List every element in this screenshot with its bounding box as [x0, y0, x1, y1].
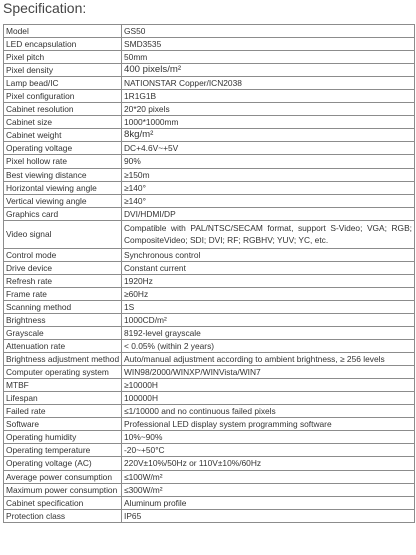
spec-label: Scanning method — [4, 300, 122, 313]
table-row — [4, 418, 415, 431]
table-row — [4, 509, 415, 522]
table-row — [4, 168, 415, 181]
spec-label: Lifespan — [4, 392, 122, 405]
spec-value: 1000CD/m² — [122, 313, 415, 326]
spec-value: DC+4.6V~+5V — [122, 142, 415, 155]
table-row — [4, 274, 415, 287]
spec-label: Operating temperature — [4, 444, 122, 457]
spec-label: Model — [4, 25, 122, 38]
table-row — [4, 116, 415, 129]
spec-value: ≥10000H — [122, 379, 415, 392]
spec-value: ≤100W/m² — [122, 470, 415, 483]
spec-value: 400 pixels/m² — [122, 64, 415, 77]
spec-value: 50mm — [122, 51, 415, 64]
table-row — [4, 431, 415, 444]
spec-value: Aluminum profile — [122, 496, 415, 509]
table-row — [4, 326, 415, 339]
table-row — [4, 77, 415, 90]
spec-label: Software — [4, 418, 122, 431]
spec-value: WIN98/2000/WINXP/WINVista/WIN7 — [122, 366, 415, 379]
table-row — [4, 261, 415, 274]
table-row — [4, 340, 415, 353]
spec-label: Drive device — [4, 261, 122, 274]
spec-value: 10%~90% — [122, 431, 415, 444]
spec-label: Operating voltage — [4, 142, 122, 155]
spec-label: Graphics card — [4, 207, 122, 220]
table-row — [4, 64, 415, 77]
table-row — [4, 38, 415, 51]
spec-label: Cabinet weight — [4, 129, 122, 142]
spec-label: Maximum power consumption — [4, 483, 122, 496]
spec-label: Refresh rate — [4, 274, 122, 287]
table-row — [4, 379, 415, 392]
table-row — [4, 300, 415, 313]
table-row — [4, 194, 415, 207]
spec-label: Pixel hollow rate — [4, 155, 122, 168]
table-row — [4, 129, 415, 142]
spec-value: IP65 — [122, 509, 415, 522]
spec-value: NATIONSTAR Copper/ICN2038 — [122, 77, 415, 90]
spec-value: 1R1G1B — [122, 90, 415, 103]
table-row — [4, 353, 415, 366]
spec-value: 1S — [122, 300, 415, 313]
table-row — [4, 51, 415, 64]
table-row — [4, 220, 415, 248]
spec-label: Vertical viewing angle — [4, 194, 122, 207]
spec-value: 1920Hz — [122, 274, 415, 287]
spec-label: Computer operating system — [4, 366, 122, 379]
spec-value: ≥140° — [122, 181, 415, 194]
table-row — [4, 483, 415, 496]
table-row — [4, 207, 415, 220]
spec-label: Brightness — [4, 313, 122, 326]
spec-label: Horizontal viewing angle — [4, 181, 122, 194]
table-row — [4, 142, 415, 155]
spec-value: 8192-level grayscale — [122, 326, 415, 339]
spec-value: 90% — [122, 155, 415, 168]
spec-label: Lamp bead/IC — [4, 77, 122, 90]
spec-label: Pixel configuration — [4, 90, 122, 103]
table-row — [4, 313, 415, 326]
spec-value: Auto/manual adjustment according to ambient brightness, ≥ 256 levels — [122, 353, 415, 366]
spec-value: -20~+50°C — [122, 444, 415, 457]
spec-label: Video signal — [4, 220, 122, 248]
specification-table — [3, 24, 415, 523]
spec-label: Brightness adjustment method — [4, 353, 122, 366]
spec-label: Cabinet resolution — [4, 103, 122, 116]
spec-label: Pixel density — [4, 64, 122, 77]
table-row — [4, 366, 415, 379]
table-row — [4, 287, 415, 300]
table-row — [4, 25, 415, 38]
spec-value: ≥140° — [122, 194, 415, 207]
spec-label: Average power consumption — [4, 470, 122, 483]
spec-value: Synchronous control — [122, 248, 415, 261]
spec-label: Attenuation rate — [4, 340, 122, 353]
spec-value: 20*20 pixels — [122, 103, 415, 116]
spec-value: 1000*1000mm — [122, 116, 415, 129]
spec-value: Professional LED display system programming software — [122, 418, 415, 431]
table-row — [4, 155, 415, 168]
spec-value: GS50 — [122, 25, 415, 38]
table-row — [4, 470, 415, 483]
spec-label: Grayscale — [4, 326, 122, 339]
table-row — [4, 457, 415, 470]
spec-value: 220V±10%/50Hz or 110V±10%/60Hz — [122, 457, 415, 470]
spec-label: Pixel pitch — [4, 51, 122, 64]
table-row — [4, 496, 415, 509]
spec-value: ≤1/10000 and no continuous failed pixels — [122, 405, 415, 418]
spec-label: Cabinet size — [4, 116, 122, 129]
spec-label: Failed rate — [4, 405, 122, 418]
spec-value: Compatible with PAL/NTSC/SECAM format, support S-Video; VGA; RGB; CompositeVideo; SDI; DVI; RF; RGBHV; YUV; YC, etc. — [122, 220, 415, 248]
page-title: Specification: — [3, 0, 87, 16]
table-row — [4, 103, 415, 116]
spec-label: Cabinet specification — [4, 496, 122, 509]
table-row — [4, 90, 415, 103]
spec-value: Constant current — [122, 261, 415, 274]
table-row — [4, 444, 415, 457]
spec-label: Operating voltage (AC) — [4, 457, 122, 470]
spec-label: MTBF — [4, 379, 122, 392]
spec-value: ≤300W/m² — [122, 483, 415, 496]
spec-label: Protection class — [4, 509, 122, 522]
spec-label: Control mode — [4, 248, 122, 261]
spec-value: DVI/HDMI/DP — [122, 207, 415, 220]
spec-value: SMD3535 — [122, 38, 415, 51]
spec-label: Operating humidity — [4, 431, 122, 444]
spec-label: LED encapsulation — [4, 38, 122, 51]
table-row — [4, 392, 415, 405]
spec-label: Best viewing distance — [4, 168, 122, 181]
table-row — [4, 248, 415, 261]
spec-value: ≥150m — [122, 168, 415, 181]
spec-label: Frame rate — [4, 287, 122, 300]
table-row — [4, 405, 415, 418]
spec-value: 8kg/m² — [122, 129, 415, 142]
spec-value: < 0.05% (within 2 years) — [122, 340, 415, 353]
spec-value: 100000H — [122, 392, 415, 405]
spec-value: ≥60Hz — [122, 287, 415, 300]
table-row — [4, 181, 415, 194]
